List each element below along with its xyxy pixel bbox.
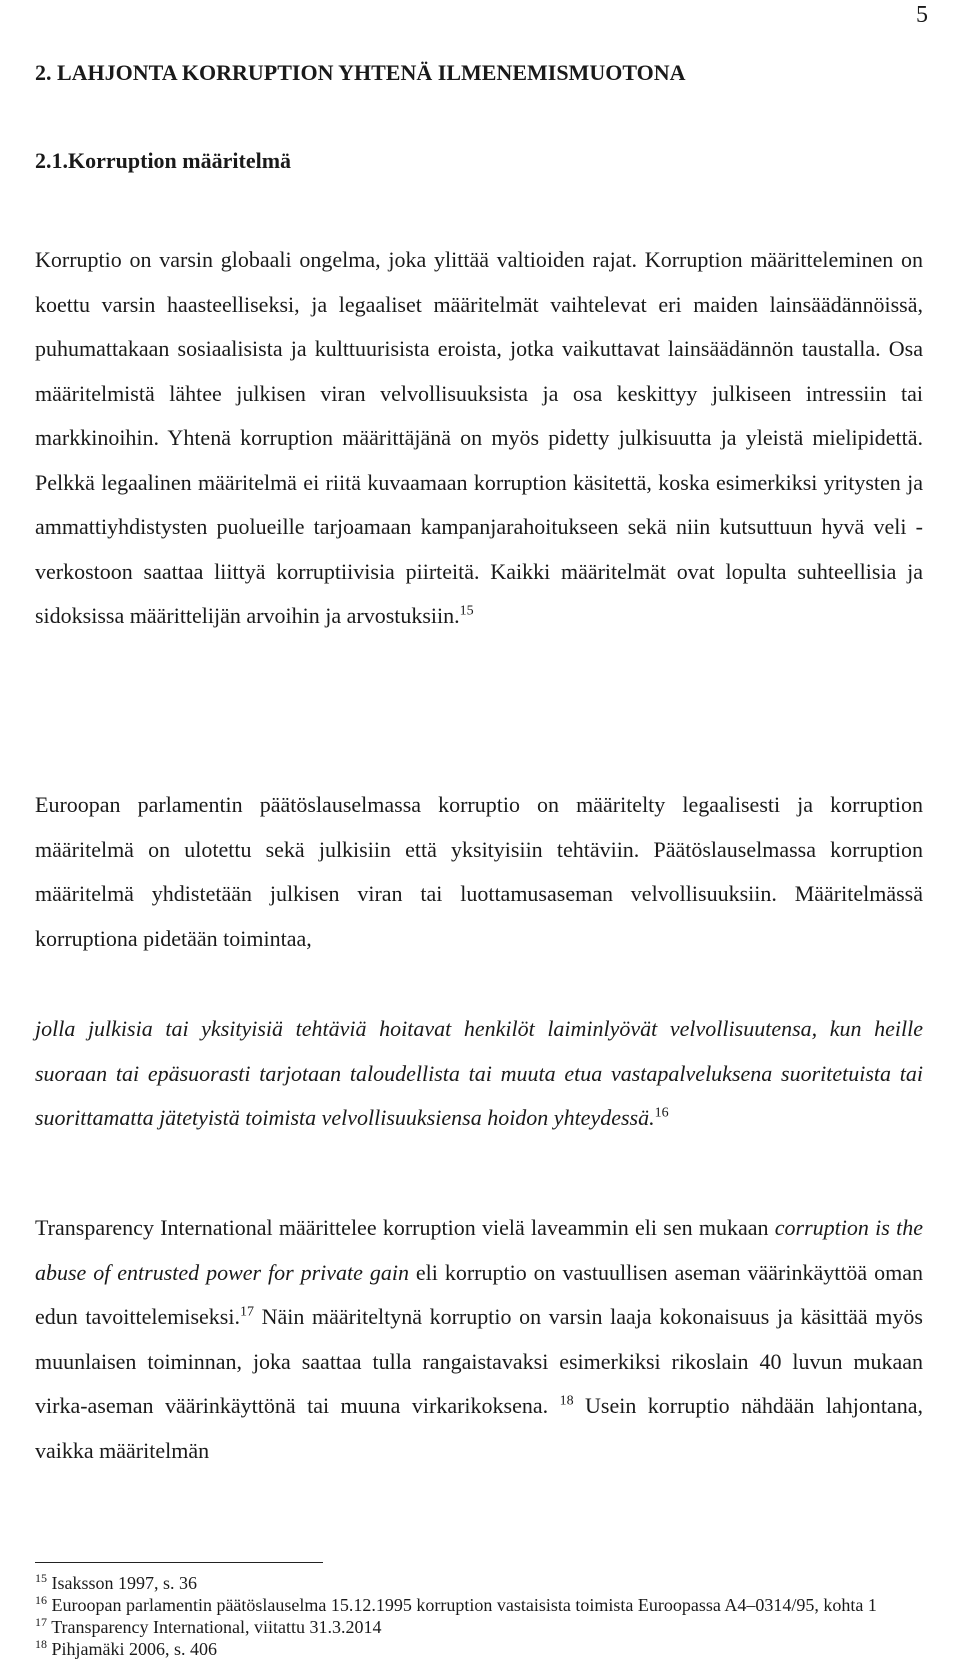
block-quote-definition <box>35 1007 923 1141</box>
footnote <box>35 1594 923 1616</box>
footnotes <box>35 1572 923 1660</box>
paragraph-text: Usein korruptio nähdään lahjontana, vaikka määritelmän <box>35 1393 923 1463</box>
footnote-number: 18 <box>35 1637 47 1651</box>
footnote-text: Euroopan parlamentin päätöslauselma 15.12.1995 korruption vastaisista toimista Euroopassa A4–0314/95, kohta 1 <box>51 1595 877 1615</box>
footnote <box>35 1616 923 1638</box>
footnote-ref-15: 15 <box>459 603 474 619</box>
quote-text: jolla julkisia tai yksityisiä tehtäviä hoitavat henkilöt laiminlyövät velvollisuutensa, kun heille suoraan tai epäsuorasti tarjotaan taloudellista tai muuta etua vastapalveluksena suoritetuista tai suorittamatta jätetyistä toimista velvollisuuksiensa hoidon yhteydessä. <box>35 1016 923 1130</box>
paragraph-text: Euroopan parlamentin päätöslauselmassa korruptio on määritelty legaalisesti ja korruption määritelmä on ulotettu sekä julkisiin että yksityisiin tehtäviin. Päätöslauselmassa korruption määritelmä yhdistetään julkisen viran tai luottamusaseman velvollisuuksiin. Määritelmässä korruptiona pidetään toimintaa, <box>35 792 923 951</box>
section-heading: 2.1.Korruption määritelmä <box>35 148 292 173</box>
footnote-text: Transparency International, viitattu 31.3.2014 <box>51 1617 382 1637</box>
paragraph-text: Näin määriteltynä korruptio on varsin laaja kokonaisuus ja käsittää myös muunlaisen toiminnan, joka saattaa tulla rangaistavaksi esimerkiksi rikoslain 40 luvun mukaan virka-aseman väärinkäyttönä tai muuna virkarikoksena. <box>35 1304 923 1418</box>
footnote <box>35 1572 923 1594</box>
footnote-text: Isaksson 1997, s. 36 <box>51 1573 198 1593</box>
footnote-divider <box>35 1562 323 1563</box>
page-number: 5 <box>916 2 928 28</box>
paragraph-text: Korruptio on varsin globaali ongelma, joka ylittää valtioiden rajat. Korruption määritteleminen on koettu varsin haasteelliseksi, ja legaaliset määritelmät vaihtelevat eri maiden lainsäädännöissä, puhumattakaan sosiaalisista ja kulttuurisista eroista, jotka vaikuttavat lainsäädännön taustalla. Osa määritelmistä lähtee julkisen viran velvollisuuksista ja osa keskittyy julkiseen intressiin tai markkinoihin. Yhtenä korruption määrittäjänä on myös pidetty julkisuutta ja yleistä mielipidettä. Pelkkä legaalinen määritelmä ei riitä kuvaamaan korruption käsitettä, koska esimerkiksi yritysten ja ammattiyhdistysten puolueille tarjoamaan kampanjarahoitukseen sekä niin kutsuttuun hyvä veli -verkostoon saattaa liittyä korruptiivisia piirteitä. Kaikki määritelmät ovat lopulta suhteellisia ja sidoksissa määrittelijän arvoihin ja arvostuksiin. <box>35 247 923 628</box>
paragraph-transparency-international <box>35 1206 923 1473</box>
paragraph-text: Transparency International määrittelee korruption vielä laveammin eli sen mukaan <box>35 1215 775 1240</box>
footnote-text: Pihjamäki 2006, s. 406 <box>51 1639 217 1659</box>
quote-english: corruption is the abuse of entrusted power for private gain <box>35 1215 923 1285</box>
paragraph-text: eli korruptio on vastuullisen aseman väärinkäyttöä oman edun tavoittelemiseksi. <box>35 1259 923 1329</box>
footnote-ref-16: 16 <box>654 1105 669 1121</box>
paragraph-corruption-definition <box>35 238 923 639</box>
footnote-ref-17: 17 <box>239 1304 254 1320</box>
paragraph-eu-parliament <box>35 783 923 961</box>
footnote <box>35 1638 923 1660</box>
footnote-number: 16 <box>35 1593 47 1607</box>
footnote-number: 17 <box>35 1615 47 1629</box>
chapter-heading: 2. LAHJONTA KORRUPTION YHTENÄ ILMENEMISMUOTONA <box>35 60 686 85</box>
footnote-number: 15 <box>35 1571 47 1585</box>
footnote-ref-18: 18 <box>559 1393 574 1409</box>
